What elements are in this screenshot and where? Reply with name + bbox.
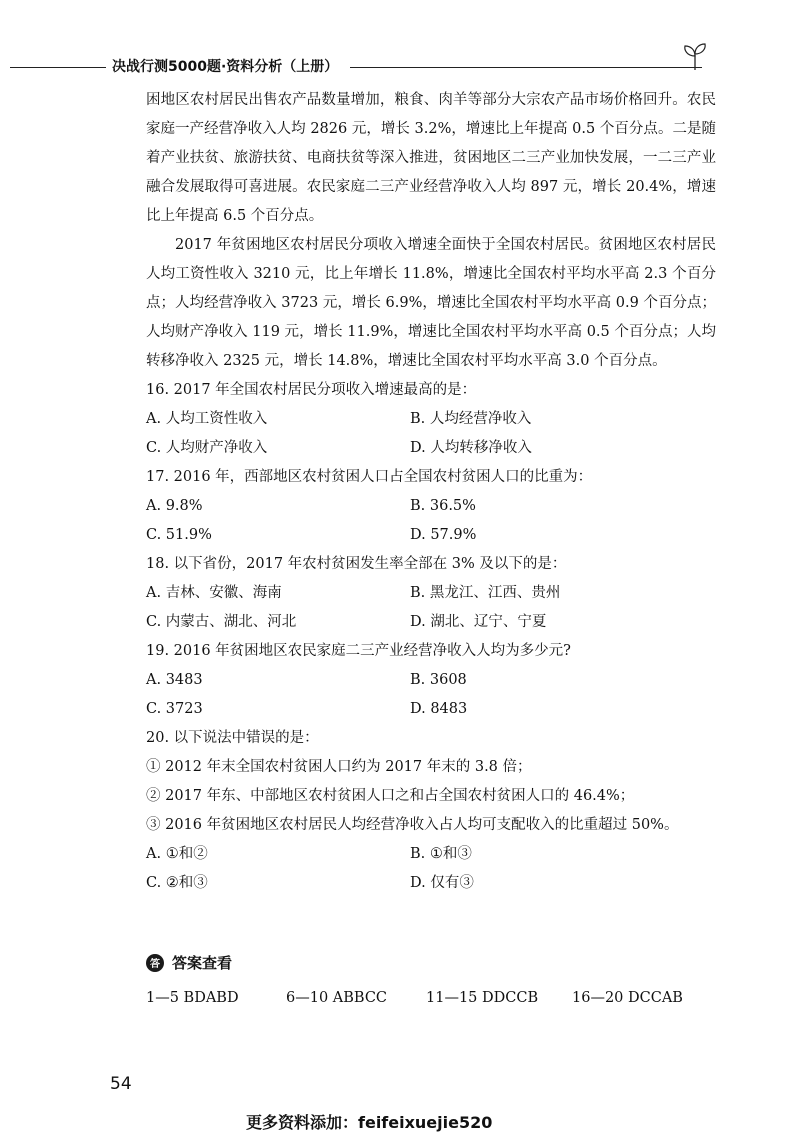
option-d: D. 人均转移净收入 bbox=[410, 440, 532, 456]
question-options bbox=[146, 579, 716, 637]
question-options bbox=[146, 405, 716, 463]
answer-group: 1—5 BDABD bbox=[146, 990, 239, 1006]
question-16 bbox=[146, 376, 716, 463]
paragraph-continued: 困地区农村居民出售农产品数量增加，粮食、肉羊等部分大宗农产品市场价格回升。农民家庭一产经营净收入人均 2826 元，增长 3.2%，增速比上年提高 0.5 个百分点。二是随着产业扶贫、旅游扶贫、电商扶贫等深入推进，贫困地区二三产业加快发展，一二三产业融合发展取得可喜进展。农民家庭二三产业经营净收入人均 897 元，增长 20.4%，增速比上年提高 6.5 个百分点。 bbox=[146, 92, 716, 224]
option-d: D. 8483 bbox=[410, 701, 468, 717]
answer-key bbox=[146, 984, 726, 1013]
option-a: A. 9.8% bbox=[146, 498, 203, 514]
question-stem: 16. 2017 年全国农村居民分项收入增速最高的是： bbox=[146, 382, 477, 398]
option-a: A. ①和② bbox=[146, 846, 208, 862]
option-a: A. 3483 bbox=[146, 672, 203, 688]
option-c: C. 3723 bbox=[146, 701, 203, 717]
option-d: D. 湖北、辽宁、宁夏 bbox=[410, 614, 547, 630]
option-c: C. ②和③ bbox=[146, 875, 208, 891]
statement-3: ③ 2016 年贫困地区农村居民人均经营净收入占人均可支配收入的比重超过 50%。 bbox=[146, 817, 679, 833]
header-rule-right bbox=[350, 67, 702, 68]
book-title: 决战行测5000题·资料分析（上册） bbox=[112, 59, 339, 75]
page-number: 54 bbox=[110, 1074, 132, 1094]
option-a: A. 吉林、安徽、海南 bbox=[146, 585, 282, 601]
question-options bbox=[146, 492, 716, 550]
option-c: C. 51.9% bbox=[146, 527, 212, 543]
question-stem: 19. 2016 年贫困地区农民家庭二三产业经营净收入人均为多少元? bbox=[146, 643, 571, 659]
header-rule-left bbox=[10, 67, 106, 68]
question-18 bbox=[146, 550, 716, 637]
answer-section-title: 答案查看 bbox=[172, 954, 233, 972]
answer-icon: 答 bbox=[146, 954, 164, 972]
paragraph-income-growth: 2017 年贫困地区农村居民分项收入增速全面快于全国农村居民。贫困地区农村居民人均工资性收入 3210 元，比上年增长 11.8%，增速比全国农村平均水平高 2.3 个百分点；人均经营净收入 3723 元，增长 6.9%，增速比全国农村平均水平高 0.9 个百分点；人均财产净收入 119 元，增长 11.9%，增速比全国农村平均水平高 0.5 个百分点；人均转移净收入 2325 元，增长 14.8%，增速比全国农村平均水平高 3.0 个百分点。 bbox=[146, 237, 716, 369]
option-c: C. 人均财产净收入 bbox=[146, 440, 268, 456]
option-d: D. 57.9% bbox=[410, 527, 477, 543]
option-b: B. 黑龙江、江西、贵州 bbox=[410, 585, 561, 601]
statement-2: ② 2017 年东、中部地区农村贫困人口之和占全国农村贫困人口的 46.4%； bbox=[146, 788, 635, 804]
option-c: C. 内蒙古、湖北、河北 bbox=[146, 614, 297, 630]
question-options bbox=[146, 840, 716, 898]
answer-group: 6—10 ABBCC bbox=[286, 990, 388, 1006]
option-b: B. ①和③ bbox=[410, 846, 472, 862]
footer-note: 更多资料添加：feifeixuejie520 bbox=[246, 1113, 493, 1132]
question-20 bbox=[146, 724, 716, 898]
statement-1: ① 2012 年末全国农村贫困人口约为 2017 年末的 3.8 倍； bbox=[146, 759, 532, 775]
option-a: A. 人均工资性收入 bbox=[146, 411, 268, 427]
question-17 bbox=[146, 463, 716, 550]
answer-group: 11—15 DDCCB bbox=[426, 990, 539, 1006]
question-stem: 18. 以下省份，2017 年农村贫困发生率全部在 3% 及以下的是： bbox=[146, 556, 567, 572]
question-stem: 20. 以下说法中错误的是： bbox=[146, 730, 319, 746]
sprout-icon bbox=[682, 41, 708, 71]
question-stem: 17. 2016 年，西部地区农村贫困人口占全国农村贫困人口的比重为： bbox=[146, 469, 593, 485]
answer-group: 16—20 DCCAB bbox=[572, 990, 683, 1006]
question-19 bbox=[146, 637, 716, 724]
question-options bbox=[146, 666, 716, 724]
option-b: B. 36.5% bbox=[410, 498, 476, 514]
answer-section-header bbox=[146, 952, 232, 973]
option-b: B. 3608 bbox=[410, 672, 467, 688]
main-content bbox=[146, 86, 716, 898]
page-header bbox=[0, 55, 800, 79]
option-b: B. 人均经营净收入 bbox=[410, 411, 532, 427]
option-d: D. 仅有③ bbox=[410, 875, 474, 891]
